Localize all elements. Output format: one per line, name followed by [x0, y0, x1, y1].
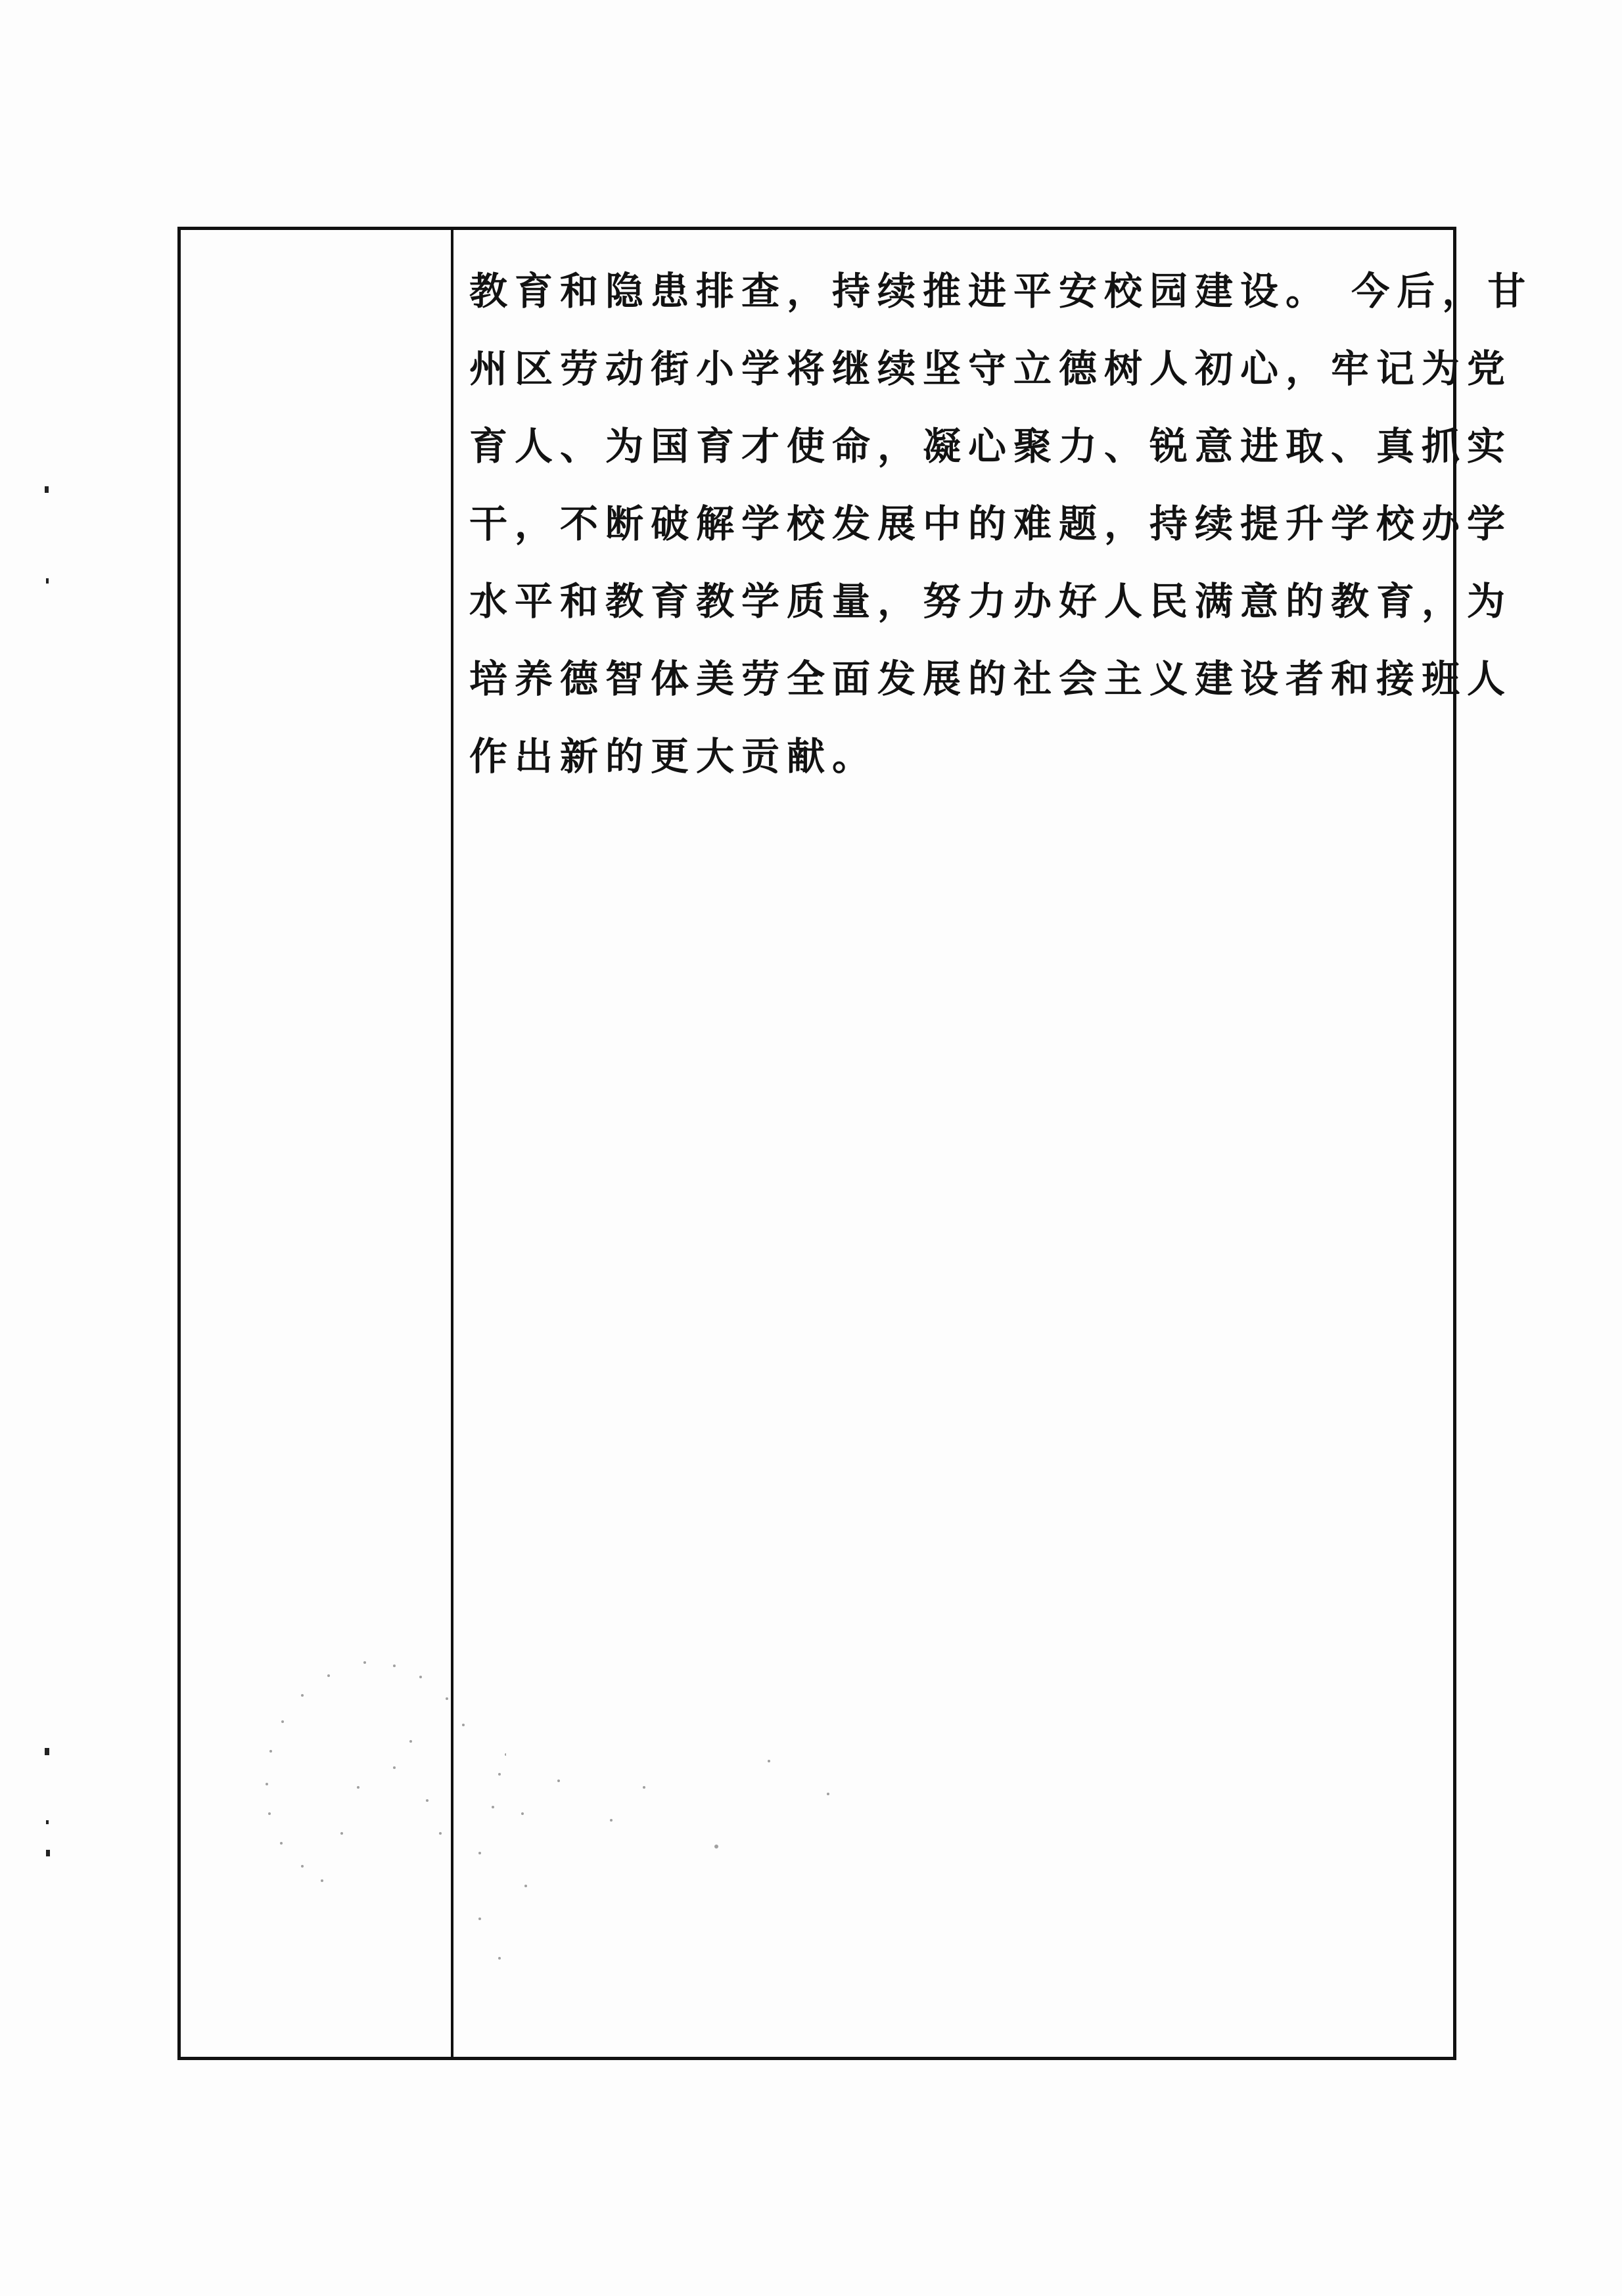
paragraph-line: 水平和教育教学质量，努力办好人民满意的教育，为: [469, 579, 1513, 624]
paragraph-line: 育人、为国育才使命，凝心聚力、锐意进取、真抓实: [469, 424, 1513, 469]
paragraph-line: 作出新的更大贡献。: [469, 734, 878, 779]
paragraph-line: 州区劳动街小学将继续坚守立德树人初心，牢记为党: [469, 346, 1513, 391]
paragraph-line: 教育和隐患排查，持续推进平安校园建设。 今后，甘: [469, 269, 1533, 313]
scan-speck: [46, 578, 49, 584]
paragraph-line: 干，不断破解学校发展中的难题，持续提升学校办学: [469, 501, 1513, 546]
scan-noise-dots: [460, 1722, 920, 1998]
scan-speck: [46, 1850, 50, 1856]
paragraph-line: 培养德智体美劳全面发展的社会主义建设者和接班人: [469, 656, 1513, 701]
scan-speck: [45, 486, 49, 493]
body-paragraph: [469, 252, 1533, 795]
scan-speck: [45, 1748, 49, 1755]
scan-speck: [46, 1820, 49, 1824]
